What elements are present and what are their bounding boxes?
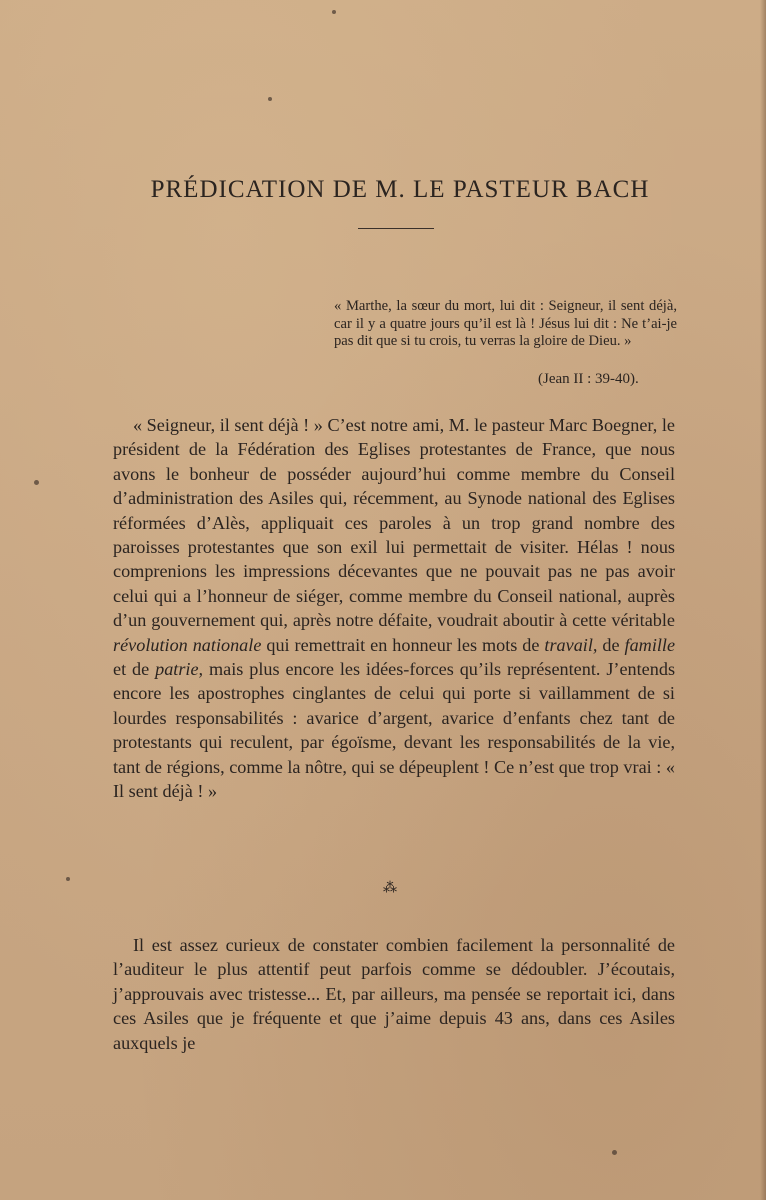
epigraph-quote [334,298,677,351]
paragraph-1-italic-4: patrie, [155,659,204,680]
page-title: PRÉDICATION DE M. LE PASTEUR BACH [150,176,650,203]
paragraph-1-italic-1: révolution nationale [113,634,262,655]
page-edge-shadow [760,0,766,1200]
epigraph-text: « Marthe, la sœur du mort, lui dit : Seigneur, il sent déjà, car il y a quatre jours qu’il est là ! Jésus lui dit : Ne t’ai-je pas dit que si tu crois, tu verras la gloire de Dieu. » [334,298,677,349]
section-asterism: ⁂ [383,881,397,896]
paragraph-1-part5: mais plus encore les idées-forces qu’ils représentent. J’entends encore les apostrophes cinglantes de celui qui porte si vaillamment de si lourdes responsabilités : avarice d’argent, avarice d’enfants chez tant de protestants qui reculent, par égoïsme, devant les responsabilités de la vie, tant de régions, comme la nôtre, qui se dépeuplent ! Ce n’est que trop vrai : « Il sent déjà ! » [113,659,676,802]
paragraph-1-part1: « Seigneur, il sent déjà ! » C’est notre ami, M. le pasteur Marc Boegner, le président de la Fédération des Eglises protestantes de France, que nous avons le bonheur de posséder aujourd’hui comme membre du Conseil d’administration des Asiles qui, récemment, au Synode national des Eglises réformées d’Alès, appliquait ces paroles à un trop grand nombre des paroisses protestantes que son exil lui permettait de visiter. Hélas ! nous comprenions les impressions décevantes que ne pouvait pas ne pas avoir celui qui a l’honneur de siéger, comme membre du Conseil national, auprès d’un gouvernement qui, après notre défaite, voudrait aboutir à cette véritable [113,415,675,631]
paper-speck [268,97,272,101]
paragraph-1-part2: qui remettrait en honneur les mots de [266,634,540,655]
paragraph-1-italic-2: travail, [544,634,598,655]
paragraph-1-part3: de [602,634,620,655]
paragraph-1 [113,413,675,804]
paper-speck [612,1150,617,1155]
paragraph-1-italic-3: famille [624,634,676,655]
paper-speck [34,480,39,485]
title-divider [358,228,434,229]
paper-speck [332,10,336,14]
paragraph-2: Il est assez curieux de constater combien facilement la personnalité de l’auditeur le plus attentif peut parfois comme se dédoubler. J’écoutais, j’approuvais avec tristesse... Et, par ailleurs, ma pensée se reportait ici, dans ces Asiles que je fréquente et que j’aime depuis 43 ans, dans ces Asiles auxquels je [113,935,675,1053]
epigraph-reference: (Jean II : 39-40). [538,371,639,387]
paper-speck [66,877,70,881]
paragraph-1-part4: et de [113,659,150,680]
